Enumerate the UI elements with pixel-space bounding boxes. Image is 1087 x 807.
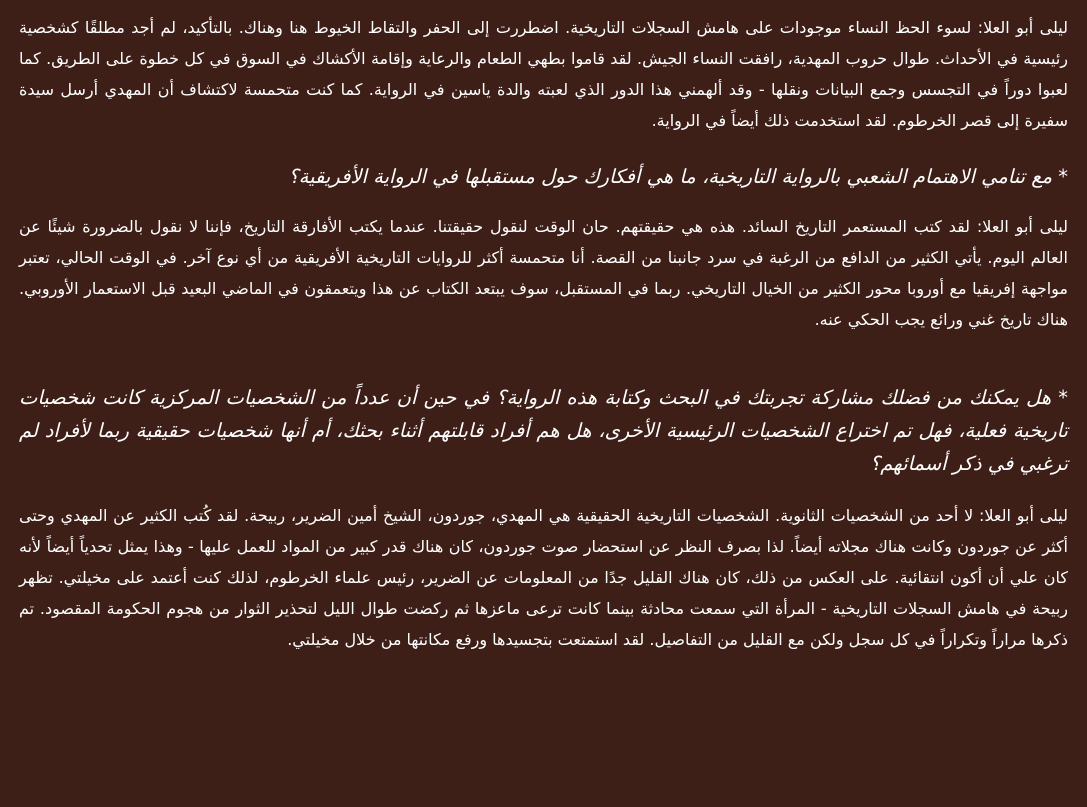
answer-paragraph-1: ليلى أبو العلا: لسوء الحظ النساء موجودات على هامش السجلات التاريخية. اضطررت إلى الحفر والتقاط الخيوط هنا وهناك. بالتأكيد، لم أجد مطلقًا كشخصية رئيسية في الأحداث. طوال حروب المهدية، رافقت النساء الجيش. لقد قاموا بطهي الطعام والرعاية وإقامة الأكشاك في السوق في كل خطوة على الطريق. كما لعبوا دوراً في التجسس وجمع البيانات ونقلها - وقد ألهمني هذا الدور الذي لعبته والدة ياسين في الرواية. كما كنت متحمسة لاكتشاف أن المهدي أرسل سيدة سفيرة إلى قصر الخرطوم. لقد استخدمت ذلك أيضاً في الرواية.	[19, 18, 1068, 130]
answer-paragraph-3: ليلى أبو العلا: لا أحد من الشخصيات الثانوية. الشخصيات التاريخية الحقيقية هي المهدي، جوردون، الشيخ أمين الضرير، ربيحة. لقد كُتب الكثير عن المهدي وحتى أكثر عن جوردون وكانت هناك مجلاته أيضاً. لذا بصرف النظر عن استحضار صوت جوردون، كان هناك قدر كبير من المواد للعمل عليها - وهذا يمثل تحدياً أيضاً لأنه كان علي أن أكون انتقائية. على العكس من ذلك، كان هناك القليل جدًا من المعلومات عن الضرير، رئيس علماء الخرطوم، لذلك كنت أعتمد على مخيلتي. تظهر ربيحة في هامش السجلات التاريخية - المرأة التي سمعت محادثة بينما كانت ترعى ماعزها ثم ركضت طوال الليل لتحذير الثوار من هجوم الحكومة المقصود. تم ذكرها مراراً وتكراراً في كل سجل ولكن مع القليل من التفاصيل. لقد استمتعت بتجسيدها ورفع مكانتها من خلال مخيلتي.	[19, 506, 1068, 649]
question-heading-2: * هل يمكنك من فضلك مشاركة تجربتك في البحث وكتابة هذه الرواية؟ في حين أن عدداً من الشخصيات المركزية كانت شخصيات تاريخية فعلية، فهل تم اختراع الشخصيات الرئيسية الأخرى، هل هم أفراد قابلتهم أثناء بحثك، أم أنها شخصيات حقيقية ربما لأفراد لم ترغبي في ذكر أسمائهم؟	[19, 386, 1068, 475]
answer-paragraph-2: ليلى أبو العلا: لقد كتب المستعمر التاريخ السائد. هذه هي حقيقتهم. حان الوقت لنقول حقيقتنا. عندما يكتب الأفارقة التاريخ، فإننا لا نقول بالضرورة شيئًا عن العالم اليوم. يأتي الكثير من الدافع من الرغبة في سرد جانبنا من القصة. أنا متحمسة أكثر للروايات التاريخية الأفريقية من أي نوع آخر. في الوقت الحالي، تعتبر مواجهة إفريقيا مع أوروبا محور الكثير من الخيال التاريخي. ربما في المستقبل، سوف يبتعد الكتاب عن هذا ويتعمقون في الماضي البعيد قبل الاستعمار الأوروبي. هناك تاريخ غني ورائع يجب الحكي عنه.	[19, 217, 1068, 329]
question-heading-1: * مع تنامي الاهتمام الشعبي بالرواية التاريخية، ما هي أفكارك حول مستقبلها في الرواية الأفريقية؟	[288, 165, 1068, 188]
